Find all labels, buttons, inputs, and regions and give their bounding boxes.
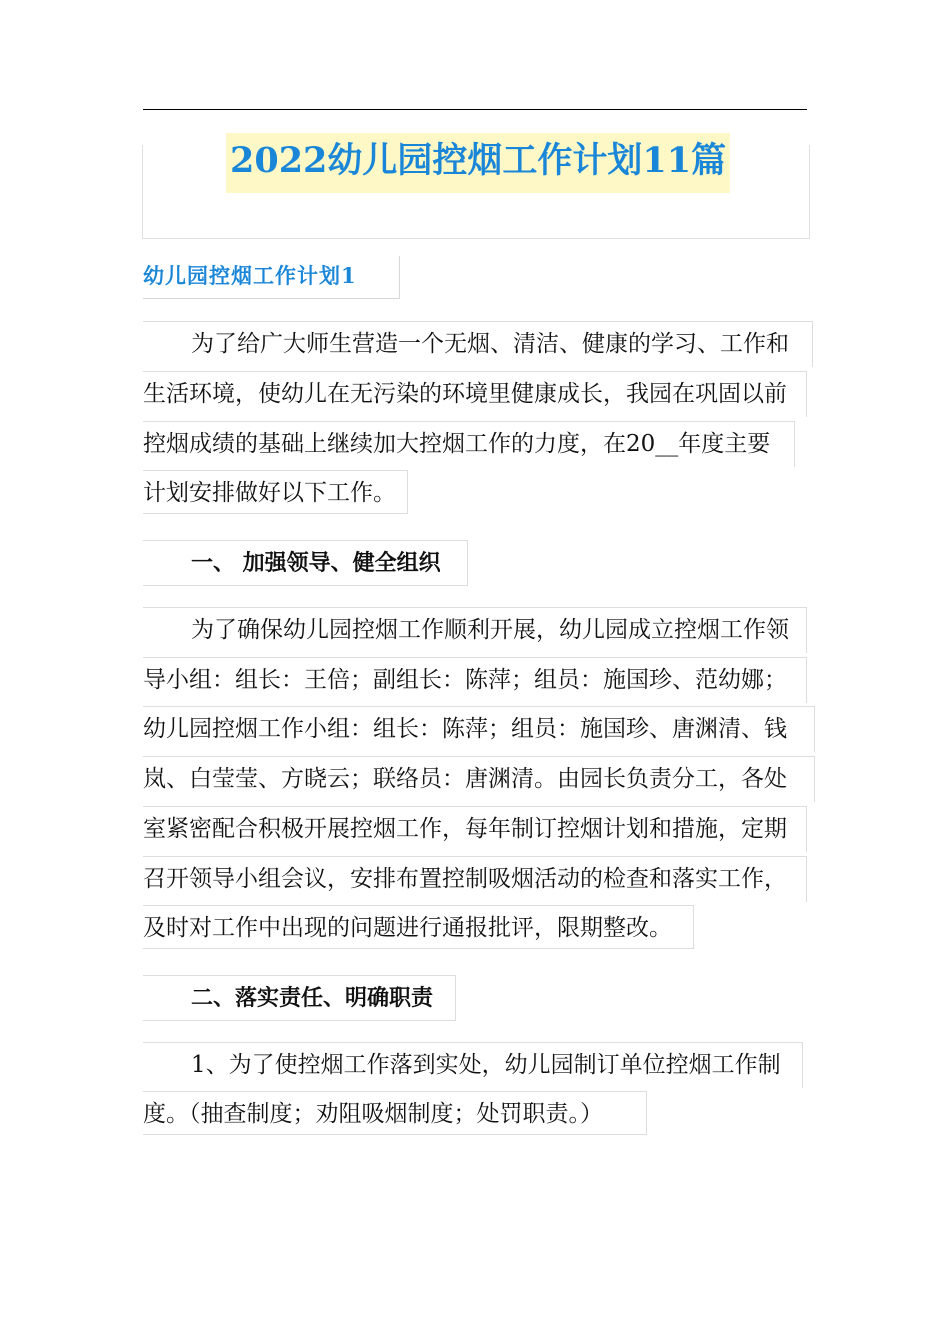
paragraph-line: 幼儿园控烟工作小组：组长：陈萍；组员：施国珍、唐渊清、钱 — [143, 706, 815, 752]
paragraph-line: 导小组：组长：王倍；副组长：陈萍；组员：施国珍、范幼娜； — [143, 657, 807, 703]
paragraph-line: 生活环境，使幼儿在无污染的环境里健康成长，我园在巩固以前 — [143, 371, 807, 417]
paragraph-line: 1、为了使控烟工作落到实处，幼儿园制订单位控烟工作制 — [143, 1042, 803, 1088]
top-rule — [143, 109, 807, 110]
paragraph-line: 为了确保幼儿园控烟工作顺利开展，幼儿园成立控烟工作领 — [143, 607, 807, 653]
document-title: 2022幼儿园控烟工作计划11篇 — [226, 133, 730, 193]
paragraph-line: 室紧密配合积极开展控烟工作，每年制订控烟计划和措施，定期 — [143, 806, 807, 852]
paragraph-line: 岚、白莹莹、方晓云；联络员：唐渊清。由园长负责分工，各处 — [143, 756, 815, 802]
section-title: 幼儿园控烟工作计划1 — [143, 256, 400, 299]
heading-implement-responsibility: 二、落实责任、明确职责 — [143, 975, 456, 1021]
paragraph-line: 召开领导小组会议，安排布置控制吸烟活动的检查和落实工作， — [143, 856, 807, 902]
paragraph-line: 度。（抽查制度；劝阻吸烟制度；处罚职责。） — [143, 1091, 647, 1135]
paragraph-line: 为了给广大师生营造一个无烟、清洁、健康的学习、工作和 — [143, 321, 813, 367]
paragraph-line: 及时对工作中出现的问题进行通报批评，限期整改。 — [143, 905, 694, 949]
paragraph-line: 计划安排做好以下工作。 — [143, 470, 408, 514]
heading-strengthen-leadership: 一、 加强领导、健全组织 — [143, 540, 468, 586]
paragraph-line: 控烟成绩的基础上继续加大控烟工作的力度，在20__年度主要 — [143, 421, 795, 467]
